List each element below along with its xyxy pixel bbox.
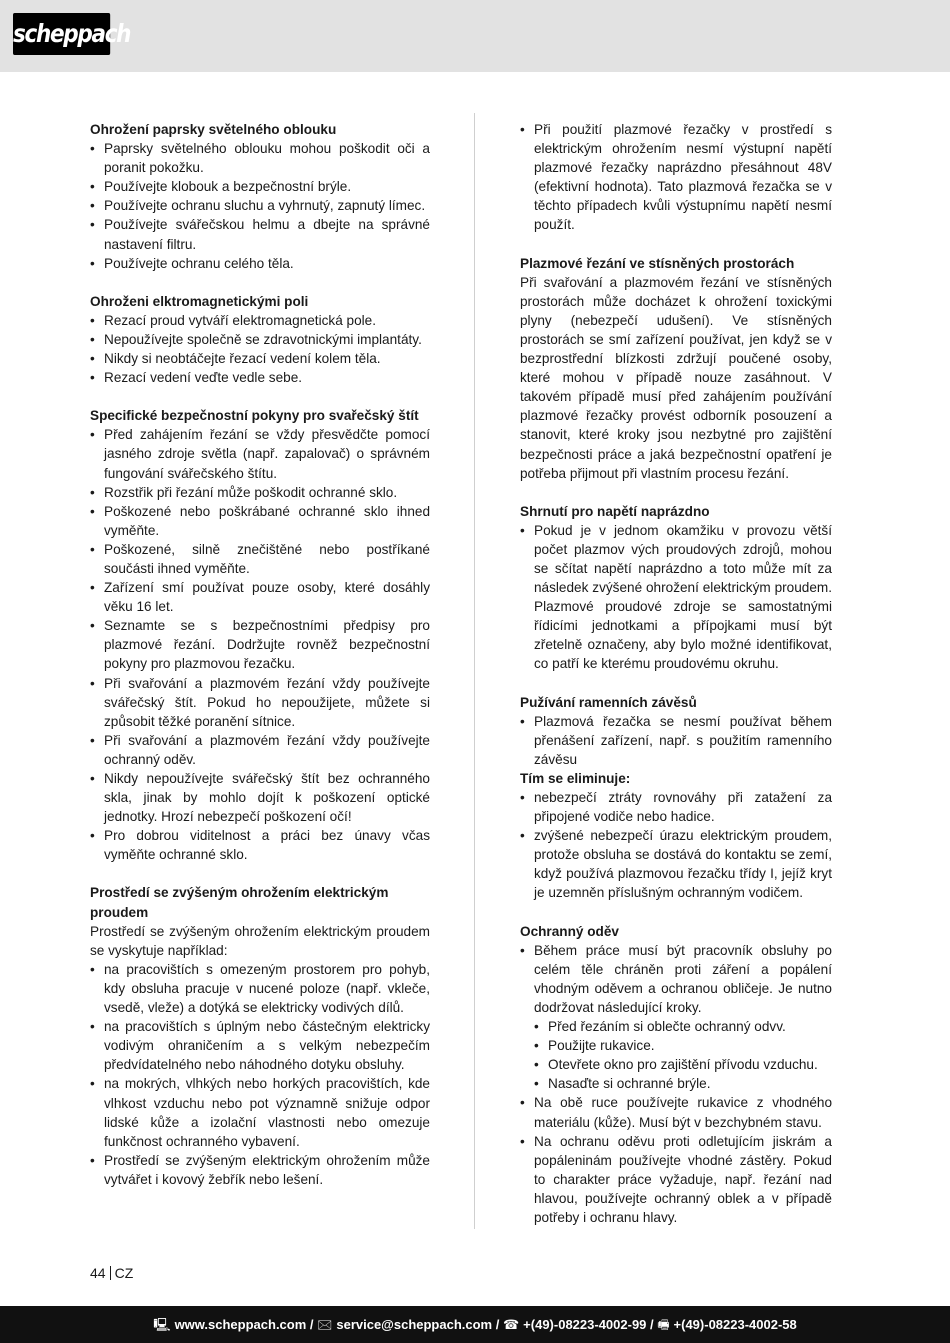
- list-item: • Používejte ochranu sluchu a vyhrnutý, zapnutý límec.: [90, 196, 430, 215]
- section-heading: Ohrožení paprsky světelného oblouku: [90, 122, 337, 137]
- phone-icon: ☎: [502, 1317, 520, 1332]
- list-item: • Pokud je v jednom okamžiku v provozu větší počet plazmov vých proudových zdrojů, mohou se sčítat napětí naprázdno a toto může mít za následek zvýšené ohrožení elektrickým proudem. Plazmové proudové zdroje se samostatnými řídicími jednotkami a přípojkami musí být zřetelně označeny, aby bylo možné identifikovat, co patří ke kterému proudovému okruhu.: [520, 521, 832, 674]
- section-heading: Plazmové řezání ve stísněných prostorách: [520, 255, 795, 271]
- list-item: • nebezpečí ztráty rovnováhy při zatažení za připojené vodiče nebo hadice.: [520, 788, 832, 826]
- section-heading: Ohroženi elktromagnetickými poli: [90, 293, 309, 309]
- list-item: • Používejte svářečskou helmu a dbejte na správné nastavení filtru.: [90, 215, 430, 253]
- bullet-list: [90, 311, 430, 387]
- list-item: • Zařízení smí používat pouze osoby, které dosáhly věku 16 let.: [90, 578, 430, 616]
- bullet-list: [520, 712, 832, 769]
- list-item: • Nasaďte si ochranné brýle.: [534, 1074, 832, 1093]
- list-item: • Rezací vedení veďte vedle sebe.: [90, 368, 430, 387]
- bullet-list: [90, 139, 430, 273]
- right-column: [520, 120, 832, 1227]
- brand-logo: scheppach: [13, 13, 110, 55]
- footer-email[interactable]: service@scheppach.com /: [336, 1317, 500, 1332]
- list-item: • Plazmová řezačka se nesmí používat během přenášení zařízení, např. s použitím ramenního závěsu: [520, 712, 832, 769]
- bullet-list: [90, 425, 430, 864]
- bullet-list: [520, 941, 832, 1017]
- list-item: • na pracovištích s úplným nebo částečným elektricky vodivým ohraničením a s velkým nebezpečím předvídatelného nebo náhodného dotyku obsluhy.: [90, 1017, 430, 1074]
- list-item: • Na obě ruce používejte rukavice z vhodného materiálu (kůže). Musí být v bezchybném stavu.: [520, 1093, 832, 1131]
- language-code: CZ: [114, 1265, 134, 1281]
- section-heading: Specifické bezpečnostní pokyny pro svařečský štít: [90, 408, 419, 424]
- section-heading: Shrnutí pro napětí naprázdno: [520, 503, 710, 519]
- column-divider: [474, 113, 475, 1229]
- list-item: • Seznamte se s bezpečnostními předpisy pro plazmové řezání. Dodržujte rovněž bezpečnostní pokyny pro plazmovou řezačku.: [90, 616, 430, 673]
- list-item: • Pro dobrou viditelnost a práci bez únavy včas vyměňte ochranné sklo.: [90, 826, 430, 864]
- list-item: • Před řezáním si oblečte ochranný odvv.: [534, 1017, 832, 1036]
- page-number: [90, 1265, 133, 1281]
- bullet-list: [90, 960, 430, 1189]
- list-item: • Během práce musí být pracovník obsluhy po celém těle chráněn proti záření a popálení vhodným oděvem a ochranou obličeje. Je nutno dodržovat následující kroky.: [520, 941, 832, 1017]
- list-item: • zvýšené nebezpečí úrazu elektrickým proudem, protože obsluha se dostává do kontaktu se zemí, když používá plazmovou řezačku třídy I, jejíž kryt je uzemněn příslušným ochranným vodičem.: [520, 826, 832, 902]
- paragraph: Při svařování a plazmovém řezání ve stísněných prostorách může docházet k ohrožení toxickými plyny (nebezpečí udušení). Ve stísněných prostorách se smí zařízení používat, jen když se v bezprostřední blízkosti zdržují poučené osoby, které mohou v případě nouze zasáhnout. V takovém případě musí před zahájením používání plazmové řezačky provést odborník posouzení a stanovit, které kroky jsou nezbytné pro zajištění bezpečnosti práce a jaká bezpečnostní opatření je potřeba přijmout při vlastním procesu řezání.: [520, 274, 832, 481]
- list-item: • Používejte klobouk a bezpečnostní brýle.: [90, 177, 430, 196]
- list-item: • Paprsky světelného oblouku mohou poškodit oči a poranit pokožku.: [90, 139, 430, 177]
- sub-heading: Tím se eliminuje:: [520, 770, 631, 786]
- nested-bullet-list: [520, 1017, 832, 1093]
- list-item: • Použijte rukavice.: [534, 1036, 832, 1055]
- list-item: • Nikdy si neobtáčejte řezací vedení kolem těla.: [90, 349, 430, 368]
- page-number-value: 44: [90, 1265, 106, 1281]
- list-item: • Při svařování a plazmovém řezání vždy používejte svářečský štít. Pokud ho nepoužijete, můžete si způsobit těžké poranění sítnice.: [90, 674, 430, 731]
- list-item: • Nepoužívejte společně se zdravotnickými implantáty.: [90, 330, 430, 349]
- left-column: [90, 120, 430, 1189]
- list-item: • Na ochranu oděvu proti odletujícím jiskrám a popáleninám používejte vhodné zástěry. Pokud to charakter práce vyžaduje, např. řezání nad hlavou, používejte ochranný oblek a v případě potřeby i ochranu hlavy.: [520, 1132, 832, 1227]
- section-heading: Pužívání ramenních závěsů: [520, 694, 697, 710]
- list-item: • Při použití plazmové řezačky v prostředí s elektrickým ohrožením nesmí výstupní napětí plazmové řezačky naprázdno přesáhnout 48V (efektivní hodnota). Tato plazmová řezačka se v těchto případech kvůli výstupnímu napětí nesmí použít.: [520, 120, 832, 235]
- section-heading: Prostředí se zvýšeným ohrožením elektrickým proudem: [90, 885, 389, 920]
- monitor-icon: 🖳: [153, 1317, 171, 1332]
- list-item: • Používejte ochranu celého těla.: [90, 254, 430, 273]
- footer-website[interactable]: www.scheppach.com /: [174, 1317, 314, 1332]
- fax-icon: 🖷: [657, 1317, 670, 1332]
- bullet-list: [520, 120, 832, 235]
- bullet-list: [520, 788, 832, 903]
- section-heading: Ochranný oděv: [520, 923, 619, 939]
- list-item: • Prostředí se zvýšeným elektrickým ohrožením může vytvářet i kovový žebřík nebo lešení.: [90, 1151, 430, 1189]
- footer-phone: +(49)-08223-4002-99 /: [523, 1317, 654, 1332]
- list-item: • Poškozené, silně znečištěné nebo postříkané součásti ihned vyměňte.: [90, 540, 430, 578]
- mail-icon: 🖂: [317, 1317, 333, 1332]
- section-intro: Prostředí se zvýšeným ohrožením elektrickým proudem se vyskytuje například:: [90, 923, 430, 958]
- list-item: • Poškozené nebo poškrábané ochranné sklo ihned vyměňte.: [90, 502, 430, 540]
- list-item: • Před zahájením řezání se vždy přesvědčte pomocí jasného zdroje světla (např. zapalovač) o správném fungování svářečského štítu.: [90, 425, 430, 482]
- bullet-list: [520, 1093, 832, 1227]
- footer-bar: [0, 1306, 950, 1343]
- list-item: • Rozstřik při řezání může poškodit ochranné sklo.: [90, 483, 430, 502]
- list-item: • na mokrých, vlhkých nebo horkých pracovištích, kde vlhkost vzduchu nebo pot významně snižuje odpor lidské kůže a izolační vlastnosti nebo omezuje funkčnost ochranného vybavení.: [90, 1074, 430, 1150]
- list-item: • Při svařování a plazmovém řezání vždy používejte ochranný oděv.: [90, 731, 430, 769]
- list-item: • Nikdy nepoužívejte svářečský štít bez ochranného skla, jinak by mohlo dojít k poškození optické jednotky. Hrozí nebezpečí poškození očí!: [90, 769, 430, 826]
- list-item: • Otevřete okno pro zajištění přívodu vzduchu.: [534, 1055, 832, 1074]
- header-band: [0, 0, 950, 72]
- bullet-list: [520, 521, 832, 674]
- list-item: • Rezací proud vytváří elektromagnetická pole.: [90, 311, 430, 330]
- list-item: • na pracovištích s omezeným prostorem pro pohyb, kdy obsluha pracuje v nucené poloze (např. vkleče, vsedě, vleže) a dotýká se elektricky vodivých dílů.: [90, 960, 430, 1017]
- footer-fax: +(49)-08223-4002-58: [673, 1317, 797, 1332]
